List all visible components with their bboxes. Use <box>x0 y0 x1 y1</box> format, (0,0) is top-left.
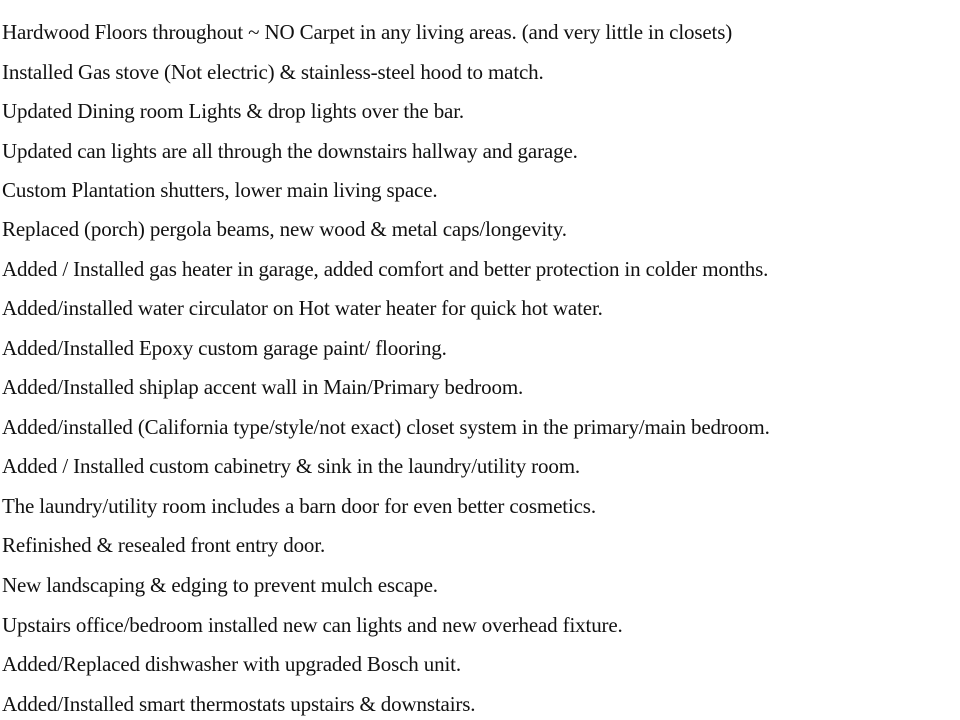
document-line-thermostats: Added/Installed smart thermostats upstairs & downstairs. <box>2 692 476 716</box>
document-line-closet-system: Added/installed (California type/style/not exact) closet system in the primary/main bedroom. <box>2 415 770 439</box>
document-line-entry-door: Refinished & resealed front entry door. <box>2 533 326 557</box>
document-line-shiplap-wall: Added/Installed shiplap accent wall in Main/Primary bedroom. <box>2 375 524 399</box>
document-line-laundry-cabinetry: Added / Installed custom cabinetry & sink in the laundry/utility room. <box>2 454 580 478</box>
document-line-hardwood-floors: Hardwood Floors throughout ~ NO Carpet in any living areas. (and very little in closets) <box>2 20 733 44</box>
document-line-dining-lights: Updated Dining room Lights & drop lights over the bar. <box>2 99 465 123</box>
document-line-upstairs-office: Upstairs office/bedroom installed new can lights and new overhead fixture. <box>2 613 623 637</box>
document-line-plantation-shutters: Custom Plantation shutters, lower main living space. <box>2 178 438 202</box>
document-line-pergola-beams: Replaced (porch) pergola beams, new wood & metal caps/longevity. <box>2 217 567 241</box>
document-line-can-lights: Updated can lights are all through the downstairs hallway and garage. <box>2 139 578 163</box>
document-line-water-circulator: Added/installed water circulator on Hot water heater for quick hot water. <box>2 296 603 320</box>
document-line-landscaping: New landscaping & edging to prevent mulch escape. <box>2 573 438 597</box>
document-line-epoxy-flooring: Added/Installed Epoxy custom garage paint/ flooring. <box>2 336 447 360</box>
document-line-barn-door: The laundry/utility room includes a barn door for even better cosmetics. <box>2 494 596 518</box>
document-line-garage-heater: Added / Installed gas heater in garage, added comfort and better protection in colder months. <box>2 257 769 281</box>
document-line-gas-stove: Installed Gas stove (Not electric) & stainless-steel hood to match. <box>2 60 544 84</box>
document-line-dishwasher: Added/Replaced dishwasher with upgraded Bosch unit. <box>2 652 461 676</box>
